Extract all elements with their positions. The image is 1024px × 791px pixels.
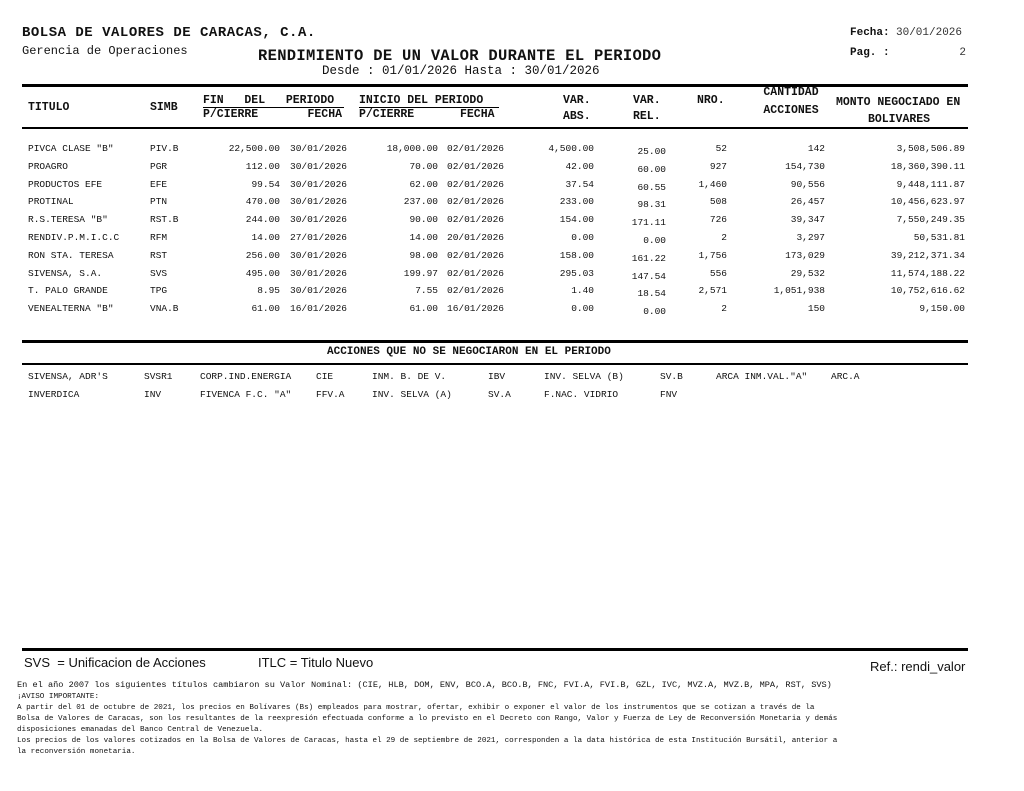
no-negociada-name: INVERDICA xyxy=(28,389,80,400)
cell-monto: 11,574,188.22 xyxy=(890,267,965,279)
cell-cantidad: 90,556 xyxy=(790,178,825,190)
col-inicio-fecha: FECHA xyxy=(460,108,495,121)
no-negociada-simb: SV.B xyxy=(660,371,683,382)
cell-simb: RST.B xyxy=(150,214,179,226)
no-negociada-name: INV. SELVA (B) xyxy=(544,371,624,382)
aviso-line-5: la reconversión monetaria. xyxy=(17,748,136,756)
cell-fin-cierre: 244.00 xyxy=(245,214,280,226)
cell-inicio-cierre: 98.00 xyxy=(409,249,438,261)
cell-inicio-fecha: 02/01/2026 xyxy=(447,143,505,154)
col-monto-2: BOLIVARES xyxy=(867,113,931,126)
cell-var-rel: 161.22 xyxy=(631,252,666,264)
cell-nro: 508 xyxy=(709,196,727,208)
cell-fin-cierre: 112.00 xyxy=(245,160,280,172)
cell-inicio-cierre: 61.00 xyxy=(409,303,438,315)
col-var-abs-2: ABS. xyxy=(563,110,591,123)
cell-nro: 726 xyxy=(709,214,727,226)
cell-cantidad: 1,051,938 xyxy=(773,285,825,297)
cell-var-rel: 60.00 xyxy=(637,163,666,175)
cell-monto: 39,212,371.34 xyxy=(890,249,965,261)
cell-monto: 50,531.81 xyxy=(913,232,965,243)
aviso-line-1: A partir del 01 de octubre de 2021, los precios en Bolívares (Bs) empleados para mostrar, ofertar, exhibir o exponer el valor de los instrumentos que se cotizan a través de la xyxy=(17,704,815,712)
aviso-line-3: disposiciones emanadas del Banco Central de Venezuela. xyxy=(17,726,264,734)
aviso-line-4: Los precios de los valores cotizados en la Bolsa de Valores de Caracas, hasta el 29 de septiembre de 2021, corresponden a la data histórica de esta Institución Bursátil, anterior a xyxy=(17,737,838,745)
page-number: 2 xyxy=(959,47,966,59)
no-negociada-simb: CIE xyxy=(316,371,334,382)
cell-titulo: VENEALTERNA "B" xyxy=(28,303,114,315)
no-negociada-simb: SV.A xyxy=(488,389,511,400)
table-row xyxy=(0,232,1024,249)
table-row xyxy=(0,268,1024,285)
cell-inicio-fecha: 02/01/2026 xyxy=(447,214,505,226)
col-nro: NRO. xyxy=(697,94,725,107)
col-fin-fecha: FECHA xyxy=(307,108,342,121)
cell-nro: 2 xyxy=(721,303,727,315)
cell-fin-fecha: 27/01/2026 xyxy=(290,232,348,243)
col-var-abs-1: VAR. xyxy=(563,94,591,107)
no-negociada-name: SIVENSA, ADR'S xyxy=(28,371,108,382)
cell-var-rel: 98.31 xyxy=(637,199,666,211)
col-fin-cierre: P/CIERRE xyxy=(203,108,259,121)
cell-var-rel: 18.54 xyxy=(637,288,666,300)
department-name: Gerencia de Operaciones xyxy=(22,44,188,58)
cell-inicio-fecha: 20/01/2026 xyxy=(447,232,505,243)
cell-inicio-cierre: 7.55 xyxy=(415,285,438,297)
cell-simb: RST xyxy=(150,249,168,261)
cell-fin-fecha: 30/01/2026 xyxy=(290,196,348,208)
cell-fin-cierre: 470.00 xyxy=(245,196,280,208)
cell-var-abs: 4,500.00 xyxy=(548,143,594,154)
fecha-value: 30/01/2026 xyxy=(896,27,963,39)
cell-inicio-fecha: 02/01/2026 xyxy=(447,267,505,279)
col-titulo: TITULO xyxy=(28,101,70,114)
cell-fin-fecha: 30/01/2026 xyxy=(290,160,348,172)
cell-titulo: PIVCA CLASE "B" xyxy=(28,143,114,154)
no-negociada-simb: INV xyxy=(144,389,162,400)
cell-titulo: SIVENSA, S.A. xyxy=(28,267,103,279)
cell-cantidad: 173,029 xyxy=(785,249,825,261)
cell-monto: 18,360,390.11 xyxy=(890,160,965,172)
page-label: Pag. : xyxy=(850,47,890,59)
cell-fin-cierre: 8.95 xyxy=(257,285,280,297)
cell-nro: 52 xyxy=(715,143,727,154)
cell-monto: 9,448,111.87 xyxy=(896,178,965,190)
legend-itlc: ITLC = Titulo Nuevo xyxy=(258,655,374,670)
cell-var-rel: 25.00 xyxy=(637,146,666,157)
cell-simb: PIV.B xyxy=(150,143,179,154)
footer-rule xyxy=(22,648,968,651)
cell-inicio-fecha: 02/01/2026 xyxy=(447,178,505,190)
table-row xyxy=(0,214,1024,231)
cell-inicio-cierre: 14.00 xyxy=(409,232,438,243)
cell-simb: SVS xyxy=(150,267,168,279)
cell-fin-fecha: 30/01/2026 xyxy=(290,214,348,226)
no-negociadas-title: ACCIONES QUE NO SE NEGOCIARON EN EL PERIODO xyxy=(327,346,611,358)
cell-cantidad: 29,532 xyxy=(790,267,825,279)
cell-monto: 9,150.00 xyxy=(919,303,965,315)
no-negociada-name: CORP.IND.ENERGIA xyxy=(200,371,292,382)
cell-fin-fecha: 30/01/2026 xyxy=(290,249,348,261)
cell-cantidad: 3,297 xyxy=(796,232,825,243)
cell-var-abs: 42.00 xyxy=(565,160,594,172)
cell-monto: 3,508,506.89 xyxy=(896,143,965,154)
cell-nro: 1,756 xyxy=(698,249,727,261)
date-range: Desde : 01/01/2026 Hasta : 30/01/2026 xyxy=(322,64,600,78)
no-negociada-name: F.NAC. VIDRIO xyxy=(544,389,619,400)
cell-fin-cierre: 22,500.00 xyxy=(228,143,280,154)
cell-fin-cierre: 14.00 xyxy=(251,232,280,243)
cell-fin-cierre: 99.54 xyxy=(251,178,280,190)
cell-var-rel: 0.00 xyxy=(643,235,666,246)
cell-fin-fecha: 30/01/2026 xyxy=(290,285,348,297)
cell-simb: EFE xyxy=(150,178,168,190)
no-negociada-name: INV. SELVA (A) xyxy=(372,389,452,400)
cell-nro: 2 xyxy=(721,232,727,243)
table-row xyxy=(0,143,1024,160)
cell-fin-cierre: 61.00 xyxy=(251,303,280,315)
cell-inicio-fecha: 02/01/2026 xyxy=(447,160,505,172)
cell-simb: PTN xyxy=(150,196,168,208)
nominal-value-note: En el año 2007 los siguientes títulos cambiaron su Valor Nominal: (CIE, HLB, DOM, ENV, BCO.A, BCO.B, FNC, FVI.A, FVI.B, GZL, IVC, MVZ.A, MVZ.B, MPA, RST, SVS) xyxy=(17,680,832,690)
cell-titulo: PROTINAL xyxy=(28,196,74,208)
cell-cantidad: 26,457 xyxy=(790,196,825,208)
cell-titulo: RENDIV.P.M.I.C.C xyxy=(28,232,120,243)
cell-simb: PGR xyxy=(150,160,168,172)
cell-inicio-cierre: 70.00 xyxy=(409,160,438,172)
cell-titulo: T. PALO GRANDE xyxy=(28,285,108,297)
cell-titulo: PROAGRO xyxy=(28,160,68,172)
cell-fin-fecha: 16/01/2026 xyxy=(290,303,348,315)
col-cantidad-1: CANTIDAD xyxy=(763,86,819,99)
table-row xyxy=(0,161,1024,178)
aviso-title: ¡AVISO IMPORTANTE: xyxy=(17,693,100,701)
cell-nro: 927 xyxy=(709,160,727,172)
section-top-rule xyxy=(22,340,968,343)
cell-titulo: RON STA. TERESA xyxy=(28,249,114,261)
cell-inicio-fecha: 02/01/2026 xyxy=(447,285,505,297)
cell-cantidad: 39,347 xyxy=(790,214,825,226)
cell-var-abs: 158.00 xyxy=(559,249,594,261)
cell-var-abs: 37.54 xyxy=(565,178,594,190)
no-negociada-simb: SVSR1 xyxy=(144,371,173,382)
cell-monto: 7,550,249.35 xyxy=(896,214,965,226)
cell-nro: 1,460 xyxy=(698,178,727,190)
cell-var-rel: 60.55 xyxy=(637,181,666,193)
cell-inicio-fecha: 16/01/2026 xyxy=(447,303,505,315)
no-negociada-simb: ARC.A xyxy=(831,371,860,382)
table-row xyxy=(0,196,1024,213)
cell-nro: 556 xyxy=(709,267,727,279)
cell-var-rel: 0.00 xyxy=(643,306,666,318)
company-name: BOLSA DE VALORES DE CARACAS, C.A. xyxy=(22,25,316,41)
cell-monto: 10,456,623.97 xyxy=(890,196,965,208)
no-negociada-name: ARCA INM.VAL."A" xyxy=(716,371,808,382)
cell-cantidad: 150 xyxy=(807,303,825,315)
cell-fin-cierre: 495.00 xyxy=(245,267,280,279)
no-negociada-simb: FFV.A xyxy=(316,389,345,400)
cell-inicio-cierre: 237.00 xyxy=(403,196,438,208)
aviso-line-2: Bolsa de Valores de Caracas, son los resultantes de la reexpresión efectuada conforme a lo previsto en el Decreto con Rango, Valor y Fuerza de Ley de Reconversión Monetaria y demás xyxy=(17,715,838,723)
table-row xyxy=(0,303,1024,320)
no-negociada-simb: FNV xyxy=(660,389,678,400)
cell-var-abs: 154.00 xyxy=(559,214,594,226)
cell-var-rel: 147.54 xyxy=(631,270,666,282)
report-reference: Ref.: rendi_valor xyxy=(870,659,966,674)
cell-simb: TPG xyxy=(150,285,168,297)
cell-var-abs: 295.03 xyxy=(559,267,594,279)
report-title: RENDIMIENTO DE UN VALOR DURANTE EL PERIODO xyxy=(258,47,662,65)
col-group-inicio-periodo: INICIO DEL PERIODO xyxy=(359,94,499,108)
header-bottom-rule xyxy=(22,127,968,129)
col-group-fin-periodo: FIN DEL PERIODO xyxy=(203,94,344,108)
cell-inicio-cierre: 18,000.00 xyxy=(386,143,438,154)
no-negociada-name: INM. B. DE V. xyxy=(372,371,447,382)
cell-var-abs: 1.40 xyxy=(571,285,594,297)
fecha-label: Fecha: xyxy=(850,27,890,39)
cell-titulo: R.S.TERESA "B" xyxy=(28,214,108,226)
col-simb: SIMB xyxy=(150,101,178,114)
cell-cantidad: 154,730 xyxy=(785,160,825,172)
cell-titulo: PRODUCTOS EFE xyxy=(28,178,103,190)
col-inicio-cierre: P/CIERRE xyxy=(359,108,415,121)
cell-simb: RFM xyxy=(150,232,168,243)
no-negociada-name: FIVENCA F.C. "A" xyxy=(200,389,292,400)
cell-inicio-cierre: 90.00 xyxy=(409,214,438,226)
col-cantidad-2: ACCIONES xyxy=(763,104,819,117)
cell-fin-fecha: 30/01/2026 xyxy=(290,178,348,190)
cell-inicio-cierre: 199.97 xyxy=(403,267,438,279)
cell-fin-fecha: 30/01/2026 xyxy=(290,143,348,154)
col-monto-1: MONTO NEGOCIADO EN xyxy=(836,96,961,109)
cell-var-abs: 0.00 xyxy=(571,303,594,315)
table-row xyxy=(0,250,1024,267)
legend-svs: SVS = Unificacion de Acciones xyxy=(24,655,206,670)
cell-var-rel: 171.11 xyxy=(631,217,666,229)
table-row xyxy=(0,285,1024,302)
table-row xyxy=(0,179,1024,196)
cell-inicio-fecha: 02/01/2026 xyxy=(447,249,505,261)
col-var-rel-1: VAR. xyxy=(633,94,661,107)
no-negociada-simb: IBV xyxy=(488,371,506,382)
cell-simb: VNA.B xyxy=(150,303,179,315)
cell-var-abs: 233.00 xyxy=(559,196,594,208)
cell-var-abs: 0.00 xyxy=(571,232,594,243)
cell-fin-fecha: 30/01/2026 xyxy=(290,267,348,279)
cell-inicio-cierre: 62.00 xyxy=(409,178,438,190)
cell-fin-cierre: 256.00 xyxy=(245,249,280,261)
col-var-rel-2: REL. xyxy=(633,110,661,123)
cell-inicio-fecha: 02/01/2026 xyxy=(447,196,505,208)
cell-nro: 2,571 xyxy=(698,285,727,297)
section-bottom-rule xyxy=(22,363,968,365)
cell-cantidad: 142 xyxy=(807,143,825,154)
cell-monto: 10,752,616.62 xyxy=(890,285,965,297)
